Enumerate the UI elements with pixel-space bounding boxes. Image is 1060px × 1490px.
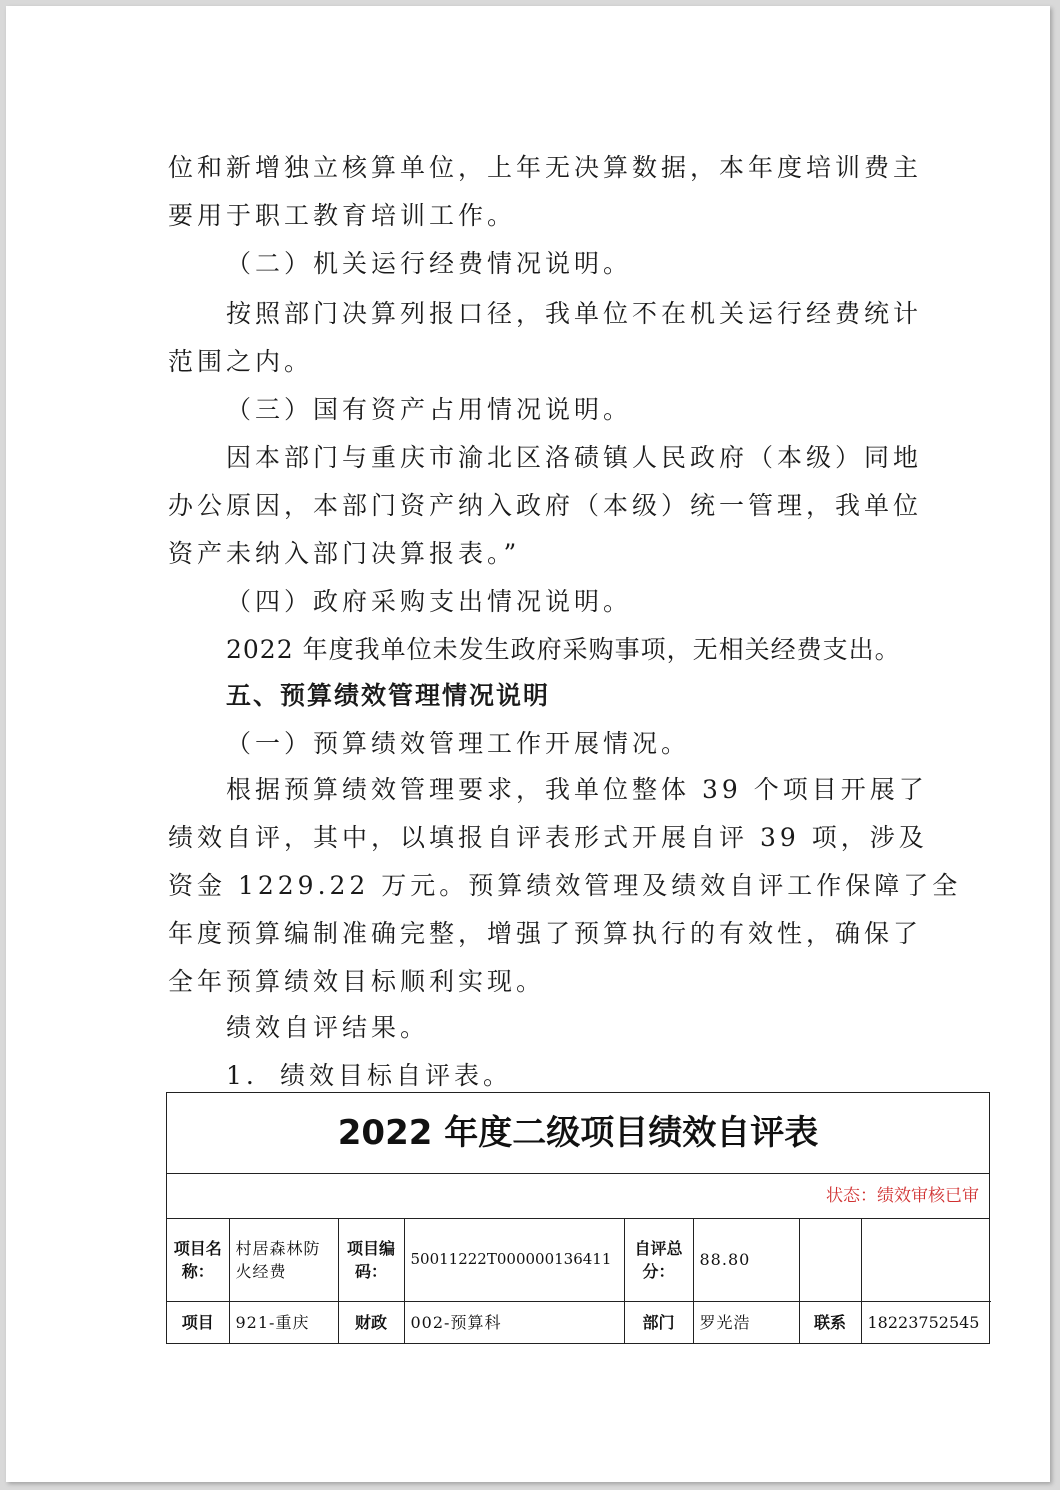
project-name-value: 村居森林防火经费: [229, 1219, 338, 1301]
item-number: 1.: [226, 1061, 258, 1090]
empty-cell: [799, 1219, 861, 1301]
paragraph-line: 绩效自评，其中，以填报自评表形式开展自评 39 项，涉及: [168, 823, 928, 852]
paragraph-line: 因本部门与重庆市渝北区洛碛镇人民政府（本级）同地: [226, 443, 923, 472]
score-value: 88.80: [693, 1219, 799, 1301]
contact-value: 18223752545: [867, 1312, 980, 1332]
item-text: 绩效目标自评表。: [280, 1061, 513, 1090]
paragraph-line: 位和新增独立核算单位，上年无决算数据，本年度培训费主: [168, 153, 923, 182]
subheading-procurement: （四）政府采购支出情况说明。: [226, 587, 633, 616]
subheading-state-assets: （三）国有资产占用情况说明。: [226, 395, 633, 424]
section-heading-budget-performance: 五、预算绩效管理情况说明: [226, 681, 551, 710]
paragraph-line: 办公原因，本部门资产纳入政府（本级）统一管理，我单位: [168, 491, 923, 520]
table-row: [167, 1219, 991, 1301]
finance-label: 财政: [338, 1301, 404, 1343]
contact-label: 联系: [799, 1301, 861, 1343]
project-value: 921-重庆: [229, 1301, 338, 1343]
status-text: 状态：绩效审核已审: [167, 1174, 989, 1219]
paragraph-line: 范围之内。: [168, 347, 314, 376]
table-title: 2022 年度二级项目绩效自评表: [167, 1093, 989, 1174]
project-name-label: 项目名称：: [167, 1219, 229, 1301]
performance-table: [166, 1092, 990, 1344]
empty-cell: [861, 1219, 991, 1301]
department-label: 部门: [624, 1301, 693, 1343]
subheading-work-progress: （一）预算绩效管理工作开展情况。: [226, 729, 691, 758]
paragraph-line: 根据预算绩效管理要求，我单位整体 39 个项目开展了: [226, 775, 928, 804]
project-code-label: 项目编码：: [338, 1219, 404, 1301]
paragraph-line: 2022 年度我单位未发生政府采购事项，无相关经费支出。: [226, 635, 901, 664]
finance-value: 002-预算科: [404, 1301, 624, 1343]
score-label: 自评总分：: [624, 1219, 693, 1301]
table-row: [167, 1301, 991, 1343]
subheading-operating-expenses: （二）机关运行经费情况说明。: [226, 249, 633, 278]
project-label: 项目: [167, 1301, 229, 1343]
paragraph-line: 全年预算绩效目标顺利实现。: [168, 967, 546, 996]
table-grid: [167, 1219, 991, 1343]
paragraph-line: 要用于职工教育培训工作。: [168, 201, 517, 230]
project-code-value: 50011222T000000136411: [404, 1219, 624, 1301]
paragraph-results: 绩效自评结果。: [226, 1013, 430, 1042]
paragraph-line: 年度预算编制准确完整，增强了预算执行的有效性，确保了: [168, 919, 923, 948]
paragraph-line: 资金 1229.22 万元。预算绩效管理及绩效自评工作保障了全: [168, 871, 962, 900]
paragraph-line: 按照部门决算列报口径，我单位不在机关运行经费统计: [226, 299, 923, 328]
department-value: 罗光浩: [693, 1301, 799, 1343]
paragraph-line: 资产未纳入部门决算报表。”: [168, 539, 521, 568]
